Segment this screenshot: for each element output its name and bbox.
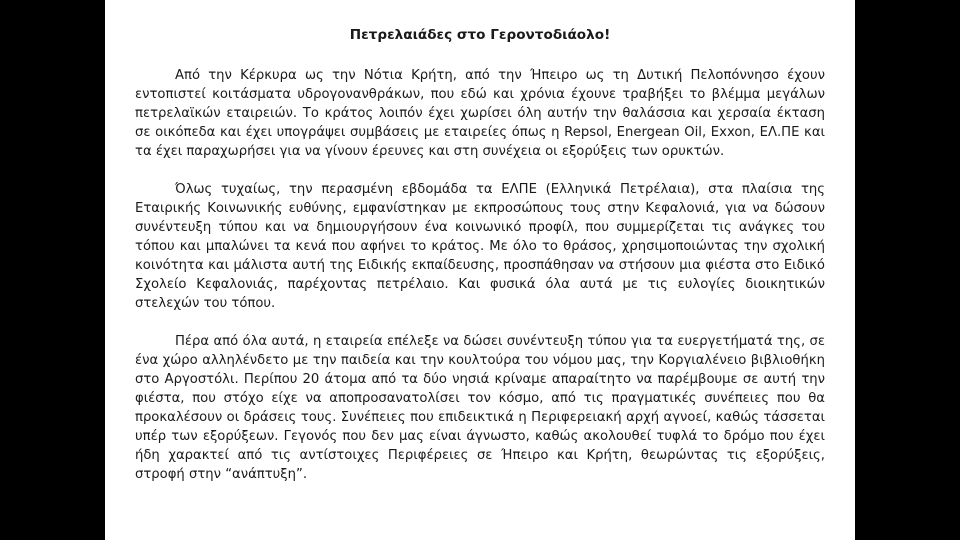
document-title: Πετρελαιάδες στο Γεροντοδιάολο! [349,27,611,43]
paragraph-3: Πέρα από όλα αυτά, η εταιρεία επέλεξε να δώσει συνέντευξη τύπου για τα ευεργετήματά της, σε ένα χώρο αλληλένδετο με την παιδεία και την κουλτούρα του νόμου μας, την Κοργιαλένειο βιβλιοθήκη στο Αργοστόλι. Περίπου 20 άτομα από τα δύο νησιά κρίναμε απαραίτητο να παρέμβουμε σε αυτή την φιέστα, που στόχο είχε να αποπροσανατολίσει τον κόσμο, από τις πραγματικές συνέπειες που θα προκαλέσουν οι δράσεις τους. Συνέπειες που επιδεικτικά η Περιφερειακή αρχή αγνοεί, καθώς τάσσεται υπέρ των εξορύξεων. Γεγονός που δεν μας είναι άγνωστο, καθώς ακολουθεί τυφλά το δρόμο που έχει ήδη χαρακτεί από τις αντίστοιχες Περιφέρειες σε Ήπειρο και Κρήτη, θεωρώντας τις εξορύξεις, στροφή στην “ανάπτυξη”. [135,334,825,482]
paragraph-1: Από την Κέρκυρα ως την Νότια Κρήτη, από την Ήπειρο ως τη Δυτική Πελοπόννησο έχουν εντοπιστεί κοιτάσματα υδρογονανθράκων, που εδώ και χρόνια έχουνε τραβήξει το βλέμμα μεγάλων πετρελαϊκών εταιρειών. Το κράτος λοιπόν έχει χωρίσει όλη αυτήν την θαλάσσια και χερσαία έκταση σε οικόπεδα και έχει υπογράψει συμβάσεις με εταιρείες όπως η Repsol, Energean Oil, Exxon, ΕΛ.ΠΕ και τα έχει παραχωρήσει για να γίνουν έρευνες και στη συνέχεια οι εξορύξεις των ορυκτών. [135,68,825,159]
document-page [105,0,855,540]
paragraph-2: Όλως τυχαίως, την περασμένη εβδομάδα τα ΕΛΠΕ (Ελληνικά Πετρέλαια), στα πλαίσια της Εταιρικής Κοινωνικής ευθύνης, εμφανίστηκαν με εκπροσώπους τους στην Κεφαλονιά, για να δώσουν συνέντευξη τύπου και να δημιουργήσουν ένα κοινωνικό προφίλ, που συμμερίζεται τις ανάγκες του τόπου και μπαλώνει τα κενά που αφήνει το κράτος. Με όλο το θράσος, χρησιμοποιώντας την σχολική κοινότητα και μάλιστα αυτή της Ειδικής εκπαίδευσης, προσπάθησαν να στήσουν μια φιέστα στο Ειδικό Σχολείο Κεφαλονιάς, παρέχοντας πετρέλαιο. Και φυσικά όλα αυτά με τις ευλογίες διοικητικών στελεχών του τόπου. [135,182,825,311]
document-body [135,26,825,503]
